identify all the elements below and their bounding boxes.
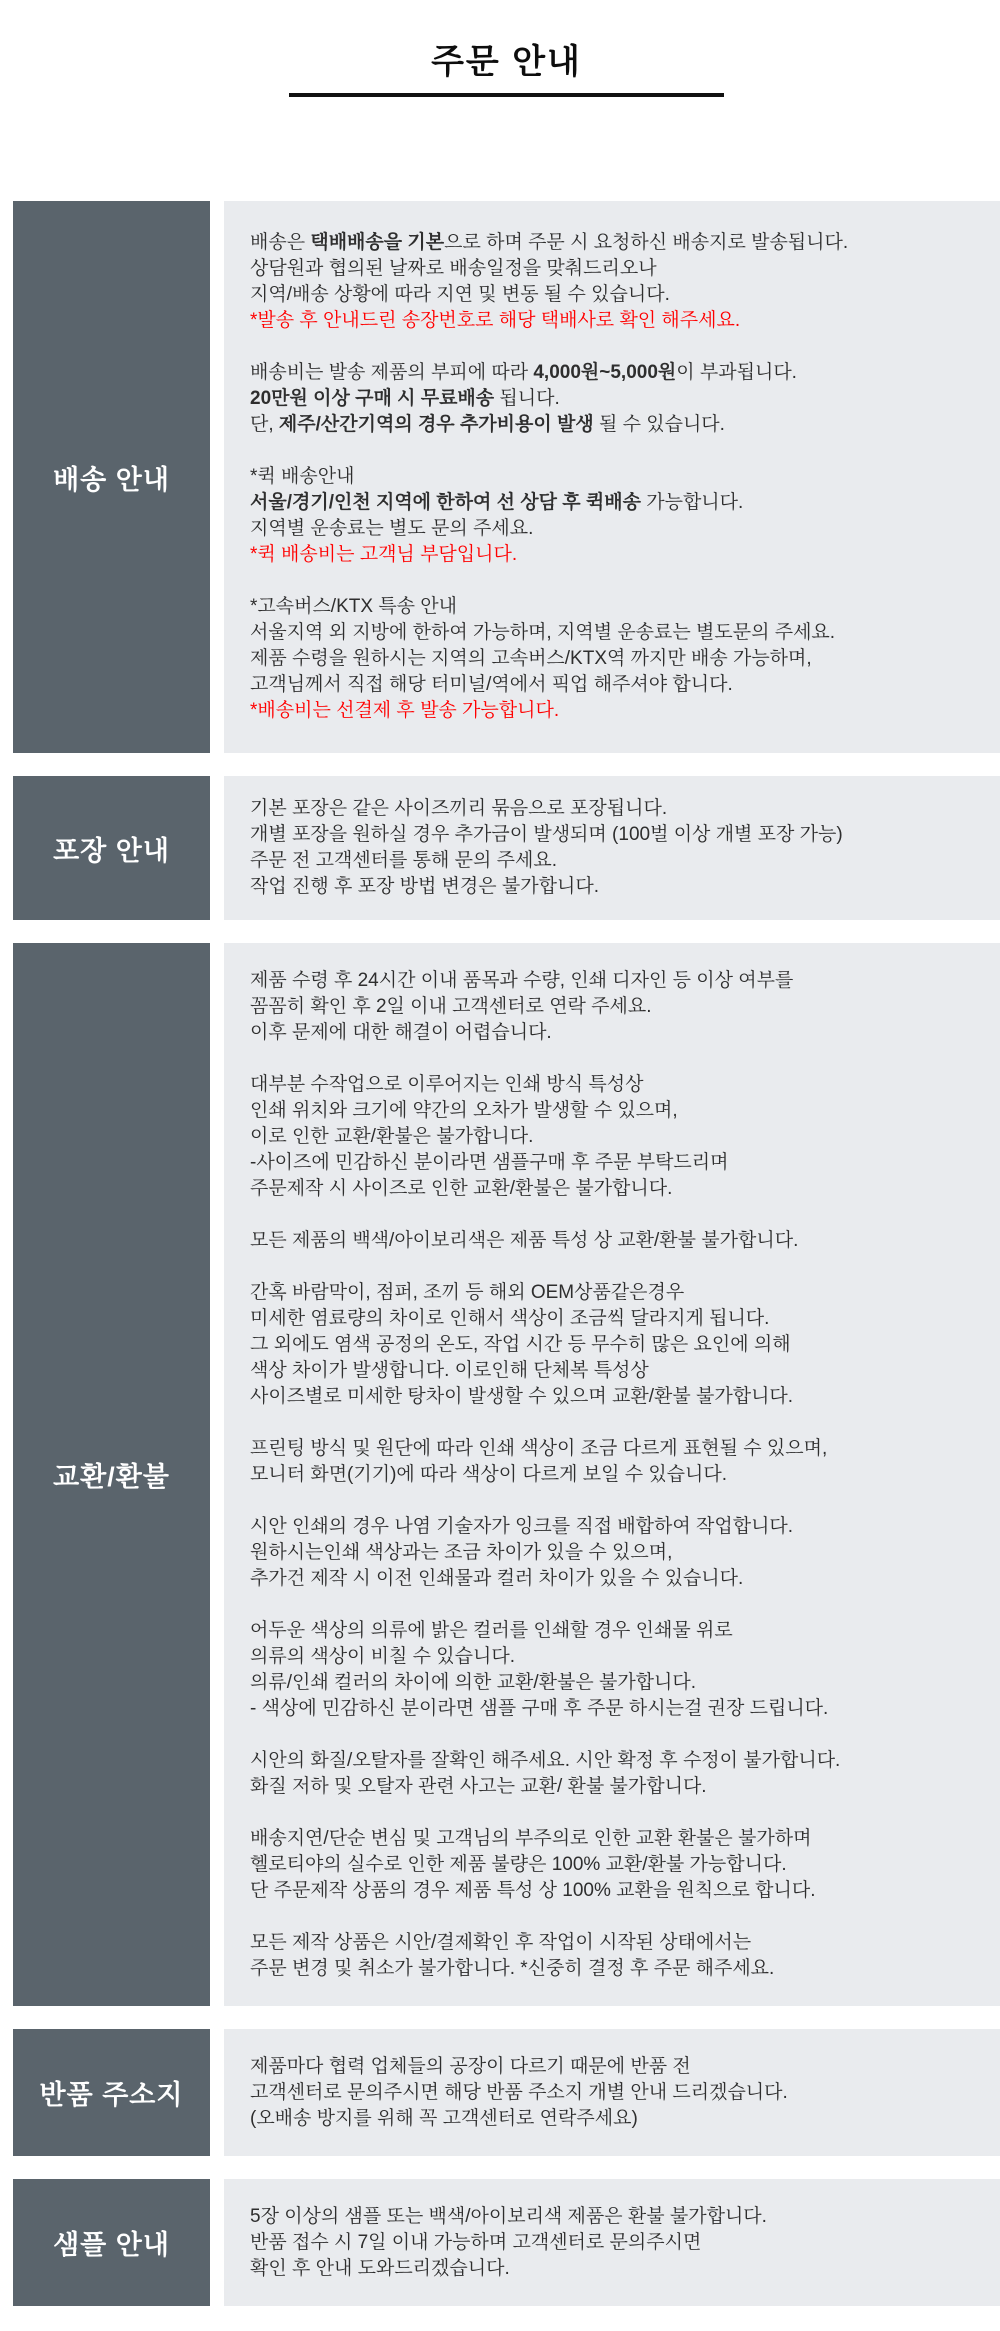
section-return-address	[13, 2029, 1000, 2156]
text-line	[250, 1150, 976, 1176]
section-label-shipping: 배송 안내	[13, 201, 210, 753]
text-line	[250, 360, 976, 386]
text-line	[250, 1670, 976, 1696]
body-text: 프린팅 방식 및 원단에 따라 인쇄 색상이 조금 다르게 표현될 수 있으며,	[250, 1437, 828, 1459]
paragraph	[250, 1436, 976, 1488]
body-text: 의류의 색상이 비칠 수 있습니다.	[250, 1645, 515, 1667]
text-line	[250, 594, 976, 620]
body-text: 화질 저하 및 오탈자 관련 사고는 교환/ 환불 불가합니다.	[250, 1775, 707, 1797]
body-text: 확인 후 안내 도와드리겠습니다.	[250, 2257, 510, 2279]
page-title: 주문 안내	[431, 43, 582, 81]
text-line	[250, 2204, 976, 2230]
text-line	[250, 1748, 976, 1774]
text-line	[250, 490, 976, 516]
body-text: 주문 변경 및 취소가 불가합니다. *신중히 결정 후 주문 해주세요.	[250, 1957, 775, 1979]
body-text: 원하시는인쇄 색상과는 조금 차이가 있을 수 있으며,	[250, 1541, 673, 1563]
paragraph	[250, 360, 976, 438]
body-text: 주문 전 고객센터를 통해 문의 주세요.	[250, 850, 557, 871]
text-line	[250, 1618, 976, 1644]
body-text: 모든 제작 상품은 시안/결제확인 후 작업이 시작된 상태에서는	[250, 1931, 752, 1953]
body-text: 꼼꼼히 확인 후 2일 이내 고객센터로 연락 주세요.	[250, 995, 652, 1017]
body-text: 됩니다.	[494, 388, 560, 409]
body-text: 제품 수령을 원하시는 지역의 고속버스/KTX역 까지만 배송 가능하며,	[250, 648, 812, 669]
paragraph	[250, 594, 976, 724]
text-line	[250, 2256, 976, 2282]
paragraph	[250, 1280, 976, 1410]
body-text: 지역별 운송료는 별도 문의 주세요.	[250, 518, 534, 539]
text-line	[250, 1462, 976, 1488]
body-text: 으로 하며 주문 시 요청하신 배송지로 발송됩니다.	[444, 232, 849, 253]
body-text: 단,	[250, 414, 279, 435]
body-text: *고속버스/KTX 특송 안내	[250, 596, 458, 617]
body-text: (오배송 방지를 위해 꼭 고객센터로 연락주세요)	[250, 2107, 638, 2129]
body-text: 지역/배송 상황에 따라 지연 및 변동 될 수 있습니다.	[250, 284, 670, 305]
paragraph	[250, 1228, 976, 1254]
text-line	[250, 620, 976, 646]
body-text: 제품 수령 후 24시간 이내 품목과 수량, 인쇄 디자인 등 이상 여부를	[250, 969, 794, 991]
text-line	[250, 822, 976, 848]
text-line	[250, 1696, 976, 1722]
body-text: 추가건 제작 시 이전 인쇄물과 컬러 차이가 있을 수 있습니다.	[250, 1567, 744, 1589]
text-line	[250, 1072, 976, 1098]
section-packaging	[13, 776, 1000, 920]
text-line	[250, 968, 976, 994]
emphasis-text: 서울/경기/인천 지역에 한하여 선 상담 후 퀵배송	[250, 492, 641, 513]
body-text: 5장 이상의 샘플 또는 백색/아이보리색 제품은 환불 불가합니다.	[250, 2205, 767, 2227]
body-text: 가능합니다.	[640, 492, 744, 513]
text-line	[250, 412, 976, 438]
page-header	[13, 0, 1000, 97]
text-line	[250, 1020, 976, 1046]
text-line	[250, 994, 976, 1020]
section-sample	[13, 2179, 1000, 2306]
body-text: 개별 포장을 원하실 경우 추가금이 발생되며 (100벌 이상 개별 포장 가능)	[250, 824, 843, 845]
body-text: 배송은	[250, 232, 311, 253]
emphasis-text: 제주/산간기역의 경우 추가비용이 발생	[278, 414, 594, 435]
section-content-return-address	[224, 2029, 1000, 2156]
text-line	[250, 1644, 976, 1670]
text-line	[250, 1176, 976, 1202]
text-line	[250, 796, 976, 822]
section-shipping	[13, 201, 1000, 753]
paragraph	[250, 230, 976, 334]
body-text: 헬로티야의 실수로 인한 제품 불량은 100% 교환/환불 가능합니다.	[250, 1853, 787, 1875]
text-line	[250, 2080, 976, 2106]
body-text: 상담원과 협의된 날짜로 배송일정을 맞춰드리오나	[250, 258, 657, 279]
body-text: 모니터 화면(기기)에 따라 색상이 다르게 보일 수 있습니다.	[250, 1463, 728, 1485]
text-line	[250, 874, 976, 900]
text-line	[250, 1774, 976, 1800]
text-line	[250, 698, 976, 724]
notice-text-red: *퀵 배송비는 고객님 부담입니다.	[250, 544, 518, 565]
section-content-shipping	[224, 201, 1000, 753]
text-line	[250, 1306, 976, 1332]
title-underline	[289, 93, 724, 97]
paragraph	[250, 464, 976, 568]
body-text: 배송지연/단순 변심 및 고객님의 부주의로 인한 교환 환불은 불가하며	[250, 1827, 812, 1849]
section-label-exchange-refund: 교환/환불	[13, 943, 210, 2006]
text-line	[250, 646, 976, 672]
text-line	[250, 1540, 976, 1566]
body-text: 어두운 색상의 의류에 밝은 컬러를 인쇄할 경우 인쇄물 위로	[250, 1619, 733, 1641]
body-text: 색상 차이가 발생합니다. 이로인해 단체복 특성상	[250, 1359, 649, 1381]
text-line	[250, 1436, 976, 1462]
body-text: 시안의 화질/오탈자를 잘확인 해주세요. 시안 확정 후 수정이 불가합니다.	[250, 1749, 841, 1771]
body-text: 작업 진행 후 포장 방법 변경은 불가합니다.	[250, 876, 599, 897]
emphasis-text: 4,000원~5,000원	[533, 362, 677, 383]
body-text: 배송비는 발송 제품의 부피에 따라	[250, 362, 534, 383]
body-text: 이로 인한 교환/환불은 불가합니다.	[250, 1125, 534, 1147]
text-line	[250, 1228, 976, 1254]
text-line	[250, 386, 976, 412]
text-line	[250, 1852, 976, 1878]
text-line	[250, 464, 976, 490]
body-text: 모든 제품의 백색/아이보리색은 제품 특성 상 교환/환불 불가합니다.	[250, 1229, 799, 1251]
text-line	[250, 1514, 976, 1540]
text-line	[250, 230, 976, 256]
body-text: 이후 문제에 대한 해결이 어렵습니다.	[250, 1021, 552, 1043]
text-line	[250, 256, 976, 282]
body-text: 인쇄 위치와 크기에 약간의 오차가 발생할 수 있으며,	[250, 1099, 678, 1121]
body-text: - 색상에 민감하신 분이라면 샘플 구매 후 주문 하시는걸 권장 드립니다.	[250, 1697, 829, 1719]
text-line	[250, 542, 976, 568]
paragraph	[250, 968, 976, 1046]
body-text: *퀵 배송안내	[250, 466, 355, 487]
guide-sections	[13, 201, 1000, 2306]
body-text: 사이즈별로 미세한 탕차이 발생할 수 있으며 교환/환불 불가합니다.	[250, 1385, 794, 1407]
text-line	[250, 1332, 976, 1358]
body-text: 주문제작 시 사이즈로 인한 교환/환불은 불가합니다.	[250, 1177, 673, 1199]
text-line	[250, 1098, 976, 1124]
text-line	[250, 2054, 976, 2080]
emphasis-text: 20만원 이상 구매 시 무료배송	[250, 388, 495, 409]
text-line	[250, 1878, 976, 1904]
body-text: 미세한 염료량의 차이로 인해서 색상이 조금씩 달라지게 됩니다.	[250, 1307, 770, 1329]
body-text: 의류/인쇄 컬러의 차이에 의한 교환/환불은 불가합니다.	[250, 1671, 697, 1693]
text-line	[250, 1930, 976, 1956]
section-content-sample	[224, 2179, 1000, 2306]
paragraph	[250, 1514, 976, 1592]
body-text: 서울지역 외 지방에 한하여 가능하며, 지역별 운송료는 별도문의 주세요.	[250, 622, 836, 643]
section-label-sample: 샘플 안내	[13, 2179, 210, 2306]
body-text: 이 부과됩니다.	[676, 362, 797, 383]
body-text: 고객센터로 문의주시면 해당 반품 주소지 개별 안내 드리겠습니다.	[250, 2081, 788, 2103]
text-line	[250, 2106, 976, 2132]
body-text: 간혹 바람막이, 점퍼, 조끼 등 해외 OEM상품같은경우	[250, 1281, 685, 1303]
body-text: 그 외에도 염색 공정의 온도, 작업 시간 등 무수히 많은 요인에 의해	[250, 1333, 791, 1355]
text-line	[250, 848, 976, 874]
body-text: 대부분 수작업으로 이루어지는 인쇄 방식 특성상	[250, 1073, 644, 1095]
text-line	[250, 1826, 976, 1852]
paragraph	[250, 1826, 976, 1904]
body-text: 시안 인쇄의 경우 나염 기술자가 잉크를 직접 배합하여 작업합니다.	[250, 1515, 794, 1537]
paragraph	[250, 2204, 976, 2282]
paragraph	[250, 1072, 976, 1202]
text-line	[250, 516, 976, 542]
section-content-exchange-refund	[224, 943, 1000, 2006]
section-content-packaging	[224, 776, 1000, 920]
notice-text-red: *발송 후 안내드린 송장번호로 해당 택배사로 확인 해주세요.	[250, 310, 741, 331]
section-exchange-refund	[13, 943, 1000, 2006]
body-text: 될 수 있습니다.	[593, 414, 725, 435]
paragraph	[250, 1748, 976, 1800]
body-text: 고객님께서 직접 해당 터미널/역에서 픽업 해주셔야 합니다.	[250, 674, 733, 695]
text-line	[250, 672, 976, 698]
body-text: 기본 포장은 같은 사이즈끼리 묶음으로 포장됩니다.	[250, 798, 668, 819]
text-line	[250, 1384, 976, 1410]
body-text: 제품마다 협력 업체들의 공장이 다르기 때문에 반품 전	[250, 2055, 691, 2077]
paragraph	[250, 1618, 976, 1722]
text-line	[250, 308, 976, 334]
emphasis-text: 택배배송을 기본	[310, 232, 445, 253]
text-line	[250, 1956, 976, 1982]
text-line	[250, 2230, 976, 2256]
notice-text-red: *배송비는 선결제 후 발송 가능합니다.	[250, 700, 560, 721]
section-label-return-address: 반품 주소지	[13, 2029, 210, 2156]
text-line	[250, 1124, 976, 1150]
paragraph	[250, 2054, 976, 2132]
text-line	[250, 1358, 976, 1384]
paragraph	[250, 1930, 976, 1982]
body-text: 단 주문제작 상품의 경우 제품 특성 상 100% 교환을 원칙으로 합니다.	[250, 1879, 816, 1901]
section-label-packaging: 포장 안내	[13, 776, 210, 920]
body-text: -사이즈에 민감하신 분이라면 샘플구매 후 주문 부탁드리며	[250, 1151, 729, 1173]
text-line	[250, 282, 976, 308]
text-line	[250, 1566, 976, 1592]
paragraph	[250, 796, 976, 900]
text-line	[250, 1280, 976, 1306]
body-text: 반품 접수 시 7일 이내 가능하며 고객센터로 문의주시면	[250, 2231, 702, 2253]
